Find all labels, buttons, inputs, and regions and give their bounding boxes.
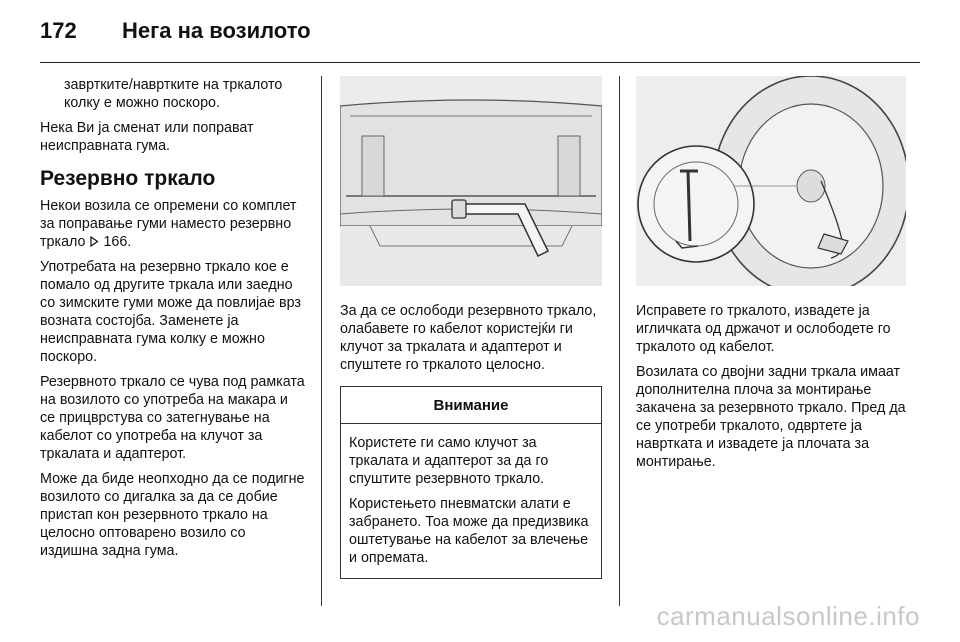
column-right — [636, 76, 906, 478]
spare-wheel-illustration — [636, 76, 906, 286]
paragraph-usage-warning: Употребата на резервно тркало кое е помало од другите тркала или заедно со зимските гуми може да повлијае врз возната состојба. Заменете ја неисправната гума колку е можно поскоро. — [40, 259, 301, 365]
paragraph-lift-vehicle: Може да биде неопходно да се подигне возилото со дигалка за да се добие пристап кон резервното тркало на целосно оптоварено возило со издишна задна гума. — [40, 471, 305, 559]
column-divider-2 — [619, 76, 620, 606]
column-middle — [340, 76, 602, 579]
figure-wheel-wrench — [340, 76, 602, 286]
figure-spare-wheel — [636, 76, 906, 286]
page-number: 172 — [40, 18, 77, 43]
paragraph-dual-wheels: Возилата со двојни задни тркала имаат дополнителна плоча за монтирање закачена за резервното тркало. Пред да се употреби тркалото, одвртете ја навртката и извадете ја плочата за монтирање. — [636, 364, 906, 470]
page-header — [40, 14, 920, 58]
watermark-text: carmanualsonline.info — [656, 601, 920, 631]
page-reference-link[interactable]: 166. — [103, 234, 132, 250]
wheel-wrench-illustration — [340, 76, 602, 286]
warning-body — [341, 424, 601, 578]
paragraph-release-spare: За да се ослободи резервното тркало, олабавете го кабелот користејќи ги клучот за тркалата и адаптерот и спуштете го тркалото целосно. — [340, 303, 597, 373]
paragraph-replace-tyre: Нека Ви ја сменат или поправат неисправната гума. — [40, 120, 254, 154]
warning-paragraph-1: Користете ги само клучот за тркалата и адаптерот за да го спуштите резервното тркало. — [349, 435, 549, 487]
tyre-repair-kit-text: Некои возила се опремени со комплет за поправање гуми наместо резервно тркало — [40, 198, 297, 250]
column-left — [40, 76, 306, 567]
warning-title: Внимание — [341, 387, 601, 424]
triangle-ref-icon — [89, 236, 99, 247]
column-divider-1 — [321, 76, 322, 606]
paragraph-storage: Резервното тркало се чува под рамката на возилото со употреба на макара и се прицврстува со затегнување на кабелот со употреба на клучот за тркалата и адаптерот. — [40, 374, 305, 462]
paragraph-straighten-wheel: Исправете го тркалото, извадете ја игличката од држачот и ослободете го тркалото од кабелот. — [636, 303, 891, 355]
header-rule — [40, 62, 920, 63]
warning-paragraph-2: Користењето пневматски алати е забрането. Тоа може да предизвика оштетување на кабелот за влечење и опремата. — [349, 496, 589, 566]
paragraph-tyre-repair-kit — [40, 197, 306, 251]
warning-box — [340, 386, 602, 579]
page-title: Нега на возилото — [122, 18, 311, 43]
continued-list-text: завртките/навртките на тркалото колку е можно поскоро. — [64, 77, 283, 111]
section-heading-spare-wheel: Резервно тркало — [40, 167, 216, 190]
